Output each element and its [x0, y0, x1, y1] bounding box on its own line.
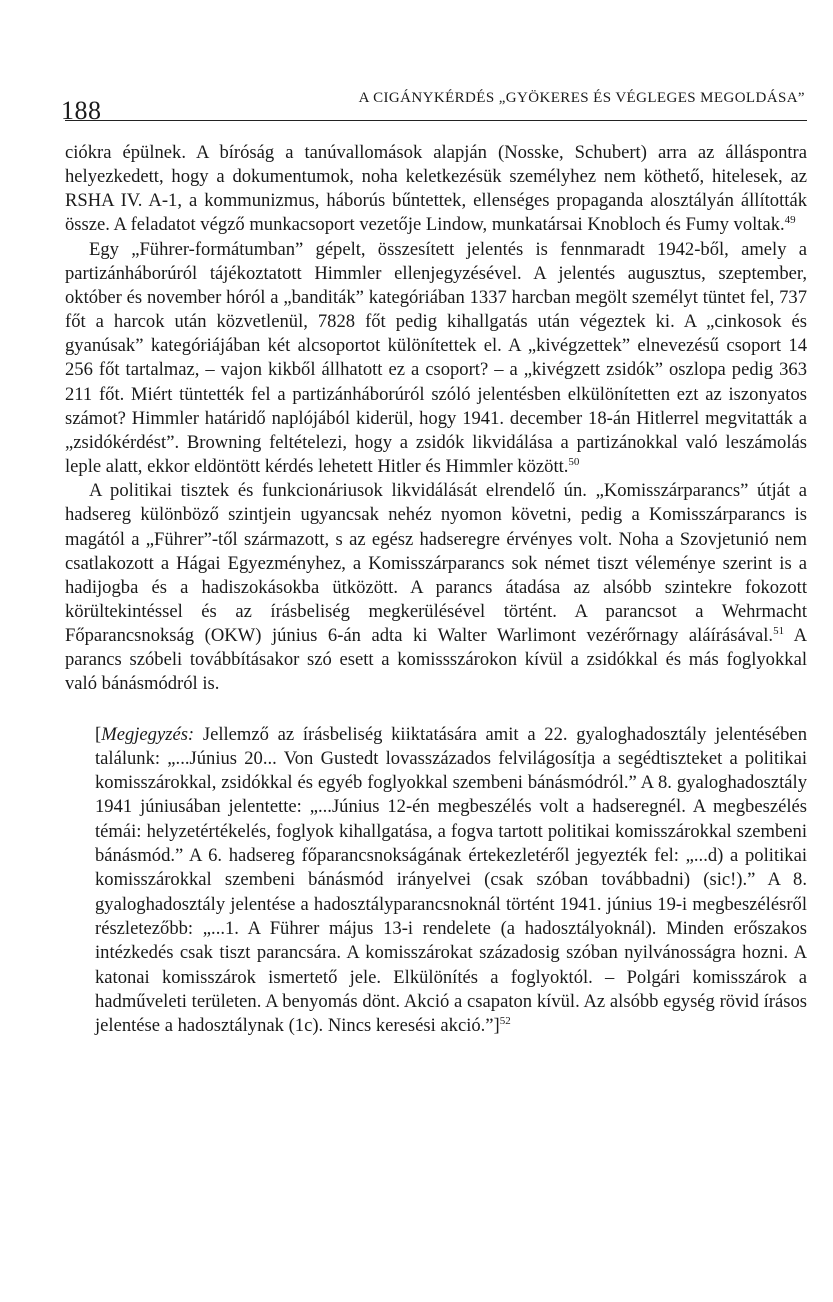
- page-number: 188: [61, 96, 102, 125]
- footnote-ref: 49: [784, 214, 796, 227]
- paragraph: [65, 141, 807, 238]
- paragraph-text: ciókra épülnek. A bíróság a tanúvallomások alapján (Nosske, Schubert) arra az álláspontra helyezkedett, hogy a dokumentumok, noha keletkezésük személyhez nem köthető, hitelesek, az RSHA IV. A-1, a kommunizmus, háborús bűntettek, ellenséges propaganda alosztályán állították össze. A feladatot végző munkacsoport vezetője Lindow, munkatársai Knobloch és Fumy voltak.: [65, 142, 807, 236]
- note-text: Jellemző az írásbeliség kiiktatására amit a 22. gyaloghadosztály jelentésében találunk: „...Június 20... Von Gustedt lovasszázados felvilágosítja a segédtiszteket a politikai komisszárokkal, zsidókkal és egyéb foglyokkal szembeni bánásmódról.” A 8. gyaloghadosztály 1941 júniusában jelentette: „...Június 12-én megbeszélés volt a hadseregnél. A megbeszélés témái: helyzetértékelés, foglyok kihallgatása, a fogva tartott politikai komisszárokkal szembeni bánásmód.” A 6. hadsereg főparancsnokságának értekezletéről jegyezték fel: „...d) a politikai komisszárokkal szembeni bánásmód irányelvei (csak szóban továbbadni) (sic!).” A 8. gyaloghadosztály jelentése a hadosztályparancsnoknál történt 1941. június 19-i megbeszélésről részletezőbb: „...1. A Führer május 13-i rendelete (a hadosztályoknál). Minden erőszakos intézkedés csak tiszt parancsára. A komisszárokat századosig szóban nyilvánosságra hozni. A katonai komisszárok ismertető jele. Elkülönítés a foglyoktól. – Polgári komisszárok a hadműveleti területen. A benyomás dönt. Akció a csapaton kívül. Az alsóbb egység rövid írásos jelentése a hadosztálynak (1c). Nincs keresési akció.”]: [95, 723, 807, 1037]
- paragraph-text: A politikai tisztek és funkcionáriusok likvidálását elrendelő ún. „Komisszárparancs” útját a hadsereg különböző szintjein ugyancsak nehéz nyomon követni, pedig a Komisszárparancs is magától a „Führer”-től származott, s az egész hadseregre érvényes volt. Noha a Szovjetunió nem csatlakozott a Hágai Egyezményhez, a Komisszárparancs sok német tiszt véleménye szerint is a hadijogba és a hadiszokásokba ütközött. A parancs átadása az alsóbb szintekre fokozott körültekintéssel és az írásbeliség megkerülésével történt. A parancsot a Wehrmacht Főparancsnokság (OKW) június 6-án adta ki Walter Warlimont vezérőrnagy aláírásával.: [65, 480, 807, 647]
- running-header: [61, 78, 807, 125]
- book-page: [61, 78, 807, 1038]
- running-title: A CIGÁNYKÉRDÉS „GYÖKERES ÉS VÉGLEGES MEGOLDÁSA”: [358, 90, 805, 106]
- paragraph-text: Egy „Führer-formátumban” gépelt, összesített jelentés is fennmaradt 1942-ből, amely a partizánháborúról tájékoztatott Himmler ellenjegyzésével. A jelentés augusztus, szeptember, október és november hóról a „banditák” kategóriában 1337 harcban megölt személyt tüntet fel, 737 főt a harcok után közvetlenül, 7828 főt pedig kihallgatás után végeztek ki. A „cinkosok és gyanúsak” kategóriájában két alcsoportot különítettek el. A „kivégzettek” elnevezésű csoport 14 256 főt tartalmaz, – vajon kikből állhatott ez a csoport? – a „kivégzett zsidók” oszlopa pedig 363 211 főt. Miért tüntették fel a partizánháborúról szóló jelentésben elkülönítetten ezt az iszonyatos számot? Himmler határidő naplójából kiderül, hogy 1941. december 18-án Hitlerrel megvitatták a „zsidókérdést”. Browning feltételezi, hogy a zsidók likvidálása a partizánokkal való leszámolás leple alatt, ekkor eldöntött kérdés lehetett Hitler és Himmler között.: [65, 238, 807, 478]
- footnote-ref: 50: [568, 455, 580, 468]
- note-open-bracket: [: [95, 723, 102, 745]
- footnote-ref: 51: [773, 624, 785, 637]
- paragraph-text-tail: A parancs szóbeli továbbításakor szó esett a komissszárokon kívül a zsidókkal és más foglyokkal való bánásmódról is.: [65, 625, 807, 695]
- paragraph: [65, 479, 807, 696]
- body-text: [65, 141, 807, 697]
- editorial-note: [95, 723, 807, 1039]
- note-paragraph: [95, 723, 807, 1039]
- footnote-ref: 52: [499, 1014, 511, 1027]
- note-label: Megjegyzés:: [101, 723, 195, 745]
- paragraph: [65, 238, 807, 480]
